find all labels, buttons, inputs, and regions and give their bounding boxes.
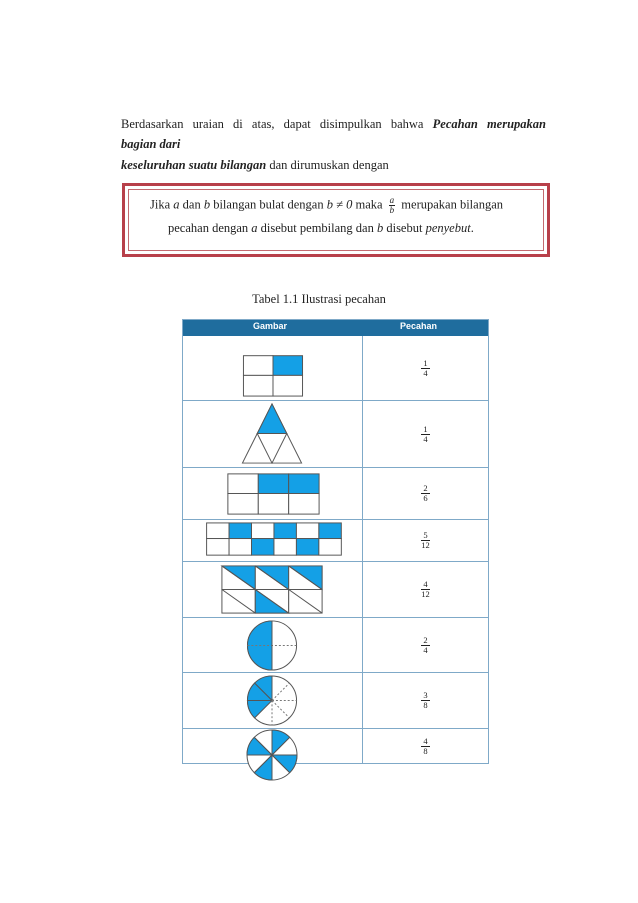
fraction-numerator: 1 bbox=[423, 357, 428, 368]
header-pecahan: Pecahan bbox=[400, 321, 438, 331]
fraction-cell bbox=[363, 336, 488, 400]
table-header bbox=[183, 320, 488, 336]
fraction bbox=[421, 425, 429, 444]
fraction-cell bbox=[363, 618, 488, 672]
table-row bbox=[183, 673, 488, 729]
fraction-cell bbox=[363, 673, 488, 728]
fraction-denominator: 4 bbox=[423, 367, 428, 378]
header-gambar: Gambar bbox=[253, 321, 288, 331]
table-row bbox=[183, 336, 488, 401]
table-caption: Tabel 1.1 Ilustrasi pecahan bbox=[252, 292, 386, 306]
paragraph-intro-plain: Berdasarkan uraian di atas, dapat disimpulkan bahwa bbox=[121, 117, 424, 131]
paragraph-intro-emph: Pecahan merupakan bbox=[432, 117, 546, 131]
definition-text: . bbox=[470, 221, 474, 235]
fraction-denominator: 12 bbox=[421, 589, 430, 599]
fraction-denominator: b bbox=[389, 205, 395, 215]
fraction-numerator: 1 bbox=[423, 423, 428, 434]
definition-text: bilangan bulat dengan bbox=[210, 197, 327, 212]
definition-text: maka bbox=[352, 197, 386, 212]
definition-text: disebut pembilang dan bbox=[257, 221, 377, 235]
fraction bbox=[421, 636, 429, 655]
fraction bbox=[421, 691, 429, 710]
definition-text: merupakan bilangan bbox=[398, 197, 503, 212]
figure-rectangle-diagonal-3x2 bbox=[183, 562, 362, 617]
paragraph-formula-lead-emph: keseluruhan suatu bilangan bbox=[121, 158, 267, 172]
figure-rectangle-6x2 bbox=[183, 520, 362, 561]
fraction-denominator: 8 bbox=[423, 746, 428, 756]
fraction-numerator: a bbox=[389, 195, 395, 205]
table-row bbox=[183, 618, 488, 673]
definition-box bbox=[122, 183, 550, 257]
condition: b ≠ 0 bbox=[326, 197, 353, 212]
figure-triangle-4 bbox=[183, 401, 362, 467]
figure-circle-8-alternate bbox=[183, 729, 362, 764]
fraction-numerator: 5 bbox=[421, 531, 430, 541]
table-row bbox=[183, 520, 488, 562]
figure-rectangle-2x2 bbox=[183, 336, 362, 400]
fraction-cell bbox=[363, 729, 488, 764]
fraction-denominator: 12 bbox=[421, 540, 430, 550]
table-row bbox=[183, 468, 488, 520]
fraction-denominator: 6 bbox=[423, 493, 428, 503]
fraction bbox=[421, 737, 429, 756]
fraction-numerator: 4 bbox=[421, 580, 430, 590]
table-row bbox=[183, 401, 488, 468]
paragraph-intro bbox=[121, 116, 546, 132]
fraction-cell bbox=[363, 468, 488, 519]
figure-rectangle-3x2 bbox=[183, 468, 362, 519]
paragraph-continuation: bagian dari bbox=[121, 137, 181, 151]
fraction bbox=[421, 359, 429, 378]
figure-circle-4 bbox=[183, 618, 362, 672]
paragraph-formula-lead bbox=[121, 157, 389, 173]
definition-line-1 bbox=[150, 196, 503, 215]
fraction-a-over-b bbox=[389, 196, 396, 215]
fraction bbox=[421, 580, 430, 599]
variable-b: b bbox=[203, 197, 211, 212]
definition-text: dan bbox=[179, 197, 204, 212]
variable-b: b bbox=[376, 221, 384, 235]
variable-a: a bbox=[173, 197, 180, 212]
table-row bbox=[183, 729, 488, 764]
definition-text: Jika bbox=[150, 197, 174, 212]
definition-text: pecahan dengan bbox=[168, 221, 252, 235]
table-row bbox=[183, 562, 488, 618]
fraction-numerator: 3 bbox=[423, 690, 428, 700]
fraction bbox=[421, 531, 430, 550]
fraction bbox=[421, 484, 429, 503]
fraction-numerator: 2 bbox=[423, 483, 428, 493]
fraction-cell bbox=[363, 520, 488, 561]
fraction-numerator: 4 bbox=[423, 736, 428, 746]
fraction-denominator: 4 bbox=[423, 433, 428, 444]
definition-text: disebut bbox=[383, 221, 426, 235]
definition-line-2 bbox=[168, 221, 474, 236]
variable-a: a bbox=[251, 221, 258, 235]
fraction-numerator: 2 bbox=[423, 634, 428, 645]
fraction-cell bbox=[363, 401, 488, 467]
fraction-cell bbox=[363, 562, 488, 617]
fraction-denominator: 4 bbox=[423, 644, 428, 655]
paragraph-formula-lead-rest: dan dirumuskan dengan bbox=[266, 158, 389, 172]
fraction-table bbox=[182, 319, 489, 764]
figure-circle-8-three bbox=[183, 673, 362, 728]
fraction-denominator: 8 bbox=[423, 700, 428, 710]
term-penyebut: penyebut bbox=[425, 221, 471, 235]
